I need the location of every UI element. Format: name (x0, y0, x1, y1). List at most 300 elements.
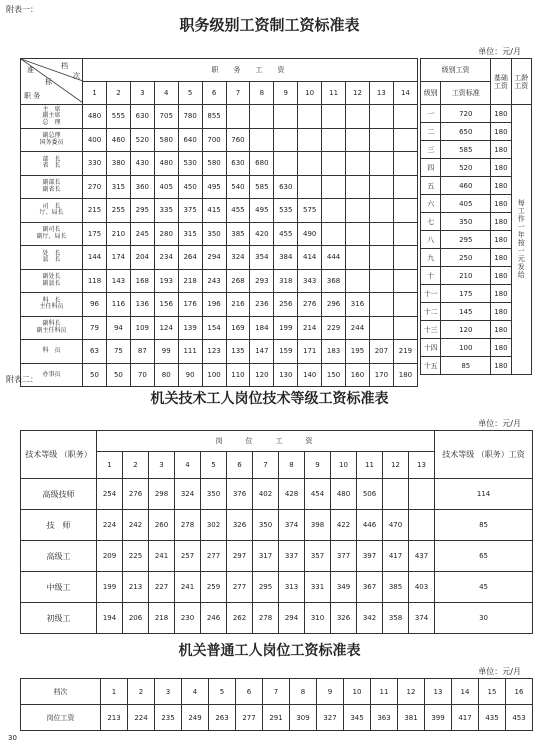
salary-cell: 227 (149, 572, 175, 603)
salary-cell (369, 199, 393, 223)
position-cell: 副司长 副厅、局长 (21, 222, 83, 246)
position-cell: 部 长 省 长 (21, 152, 83, 176)
tech-salary-header: 技术等级 （职务）工资 (435, 431, 533, 479)
salary-cell: 293 (250, 269, 274, 293)
salary-cell (393, 175, 417, 199)
salary-cell: 80 (154, 363, 178, 387)
salary-cell (369, 222, 393, 246)
salary-cell (322, 152, 346, 176)
salary-cell: 268 (226, 269, 250, 293)
base-salary-cell: 180 (491, 141, 511, 159)
table1-corner-cell (21, 59, 83, 105)
salary-cell: 255 (106, 199, 130, 223)
grade-cell: 5 (209, 679, 236, 705)
level-cell: 五 (421, 177, 441, 195)
salary-cell: 90 (178, 363, 202, 387)
salary-cell: 147 (250, 340, 274, 364)
position-cell: 副处长 副县长 (21, 269, 83, 293)
salary-cell: 520 (130, 128, 154, 152)
base-header: 基础工资 (491, 59, 511, 105)
salary-cell: 700 (202, 128, 226, 152)
salary-cell (369, 152, 393, 176)
salary-cell: 176 (178, 293, 202, 317)
salary-cell (369, 175, 393, 199)
salary-cell: 335 (154, 199, 178, 223)
salary-cell (346, 128, 370, 152)
salary-cell: 120 (250, 363, 274, 387)
grade-header-cell: 9 (274, 82, 298, 105)
tech-level-cell: 高级技师 (21, 479, 97, 510)
level-salary-table (420, 58, 532, 375)
salary-cell (226, 105, 250, 129)
tech-salary-cell: 85 (435, 510, 533, 541)
salary-cell: 422 (331, 510, 357, 541)
salary-cell (383, 479, 409, 510)
grade-header-cell: 2 (106, 82, 130, 105)
grade-cell: 8 (290, 679, 317, 705)
salary-cell (346, 152, 370, 176)
salary-cell: 87 (130, 340, 154, 364)
salary-cell: 380 (106, 152, 130, 176)
salary-cell: 180 (393, 363, 417, 387)
salary-cell: 229 (322, 316, 346, 340)
table-row (21, 316, 418, 340)
salary-cell: 156 (154, 293, 178, 317)
level-std-sub-label: 工资标准 (441, 82, 491, 105)
salary-cell: 444 (322, 246, 346, 270)
level-cell: 十 (421, 267, 441, 285)
salary-cell: 262 (227, 603, 253, 634)
salary-cell (393, 222, 417, 246)
grade-header-cell: 13 (369, 82, 393, 105)
salary-cell (409, 510, 435, 541)
grade-header-cell: 8 (279, 452, 305, 479)
salary-cell: 343 (298, 269, 322, 293)
level-std-cell: 585 (441, 141, 491, 159)
salary-cell: 435 (479, 705, 506, 731)
table-row (21, 128, 418, 152)
grade-cell: 7 (263, 679, 290, 705)
salary-cell: 540 (226, 175, 250, 199)
salary-cell: 183 (322, 340, 346, 364)
salary-cell: 199 (274, 316, 298, 340)
salary-cell (250, 128, 274, 152)
salary-cell: 109 (130, 316, 154, 340)
corner-label-ci: 次 (73, 72, 80, 80)
annex1-title: 职务级别工资制工资标准表 (179, 16, 360, 34)
salary-cell (298, 152, 322, 176)
salary-cell (322, 128, 346, 152)
position-cell: 科 员 (21, 340, 83, 364)
grade-cell: 11 (371, 679, 398, 705)
salary-cell: 143 (106, 269, 130, 293)
salary-cell: 206 (123, 603, 149, 634)
salary-cell: 446 (357, 510, 383, 541)
salary-cell: 327 (317, 705, 344, 731)
grade-header-cell: 4 (154, 82, 178, 105)
salary-cell: 75 (106, 340, 130, 364)
corner-label-zhun: 标 (45, 78, 52, 86)
salary-cell: 374 (279, 510, 305, 541)
base-salary-cell: 180 (491, 195, 511, 213)
salary-cell: 367 (357, 572, 383, 603)
level-cell: 九 (421, 249, 441, 267)
salary-cell: 640 (178, 128, 202, 152)
salary-cell: 315 (178, 222, 202, 246)
level-cell: 十四 (421, 339, 441, 357)
salary-cell (274, 128, 298, 152)
base-salary-cell: 180 (491, 177, 511, 195)
grade-header-cell: 7 (226, 82, 250, 105)
salary-cell: 324 (175, 479, 201, 510)
salary-cell: 297 (227, 541, 253, 572)
salary-cell: 384 (274, 246, 298, 270)
salary-cell (322, 105, 346, 129)
table-row (421, 105, 532, 123)
grade-cell: 12 (398, 679, 425, 705)
salary-cell (369, 316, 393, 340)
grade-header-cell: 12 (346, 82, 370, 105)
salary-cell: 354 (250, 246, 274, 270)
salary-cell: 154 (202, 316, 226, 340)
salary-cell: 215 (83, 199, 107, 223)
position-cell: 主 席 副主席 总 理 (21, 105, 83, 129)
salary-cell: 118 (83, 269, 107, 293)
salary-cell: 358 (383, 603, 409, 634)
position-cell: 副总理 国务委员 (21, 128, 83, 152)
salary-cell: 535 (274, 199, 298, 223)
salary-cell: 214 (298, 316, 322, 340)
salary-cell (393, 105, 417, 129)
position-cell: 办事员 (21, 363, 83, 387)
salary-cell: 213 (101, 705, 128, 731)
salary-cell: 210 (106, 222, 130, 246)
level-cell: 十三 (421, 321, 441, 339)
salary-cell: 480 (154, 152, 178, 176)
salary-cell (346, 175, 370, 199)
salary-cell: 420 (250, 222, 274, 246)
grade-header-cell: 12 (383, 452, 409, 479)
salary-cell: 630 (130, 105, 154, 129)
salary-cell (322, 175, 346, 199)
base-salary-cell: 180 (491, 105, 511, 123)
base-salary-cell: 180 (491, 321, 511, 339)
salary-cell: 219 (393, 340, 417, 364)
salary-cell: 111 (178, 340, 202, 364)
salary-cell: 580 (202, 152, 226, 176)
level-std-cell: 85 (441, 357, 491, 375)
salary-cell: 124 (154, 316, 178, 340)
salary-cell: 224 (97, 510, 123, 541)
salary-cell: 350 (202, 222, 226, 246)
level-sub-label: 级别 (421, 82, 441, 105)
salary-cell: 302 (201, 510, 227, 541)
annex2-label: 附表二： (6, 375, 38, 384)
grade-header: 职 务 工 资 (83, 59, 418, 82)
salary-cell: 184 (250, 316, 274, 340)
salary-cell: 506 (357, 479, 383, 510)
salary-cell (393, 269, 417, 293)
level-cell: 一 (421, 105, 441, 123)
salary-cell (298, 105, 322, 129)
salary-cell: 580 (154, 128, 178, 152)
salary-cell (346, 105, 370, 129)
grade-cell: 4 (182, 679, 209, 705)
level-std-cell: 460 (441, 177, 491, 195)
salary-cell: 291 (263, 705, 290, 731)
level-std-cell: 250 (441, 249, 491, 267)
salary-cell (369, 269, 393, 293)
salary-cell: 259 (201, 572, 227, 603)
salary-cell: 415 (202, 199, 226, 223)
salary-cell: 256 (274, 293, 298, 317)
salary-cell: 480 (83, 105, 107, 129)
position-cell: 副科长 副主任科员 (21, 316, 83, 340)
base-salary-cell: 180 (491, 159, 511, 177)
grade-header-cell: 10 (331, 452, 357, 479)
table-row (21, 152, 418, 176)
grade-cell: 2 (128, 679, 155, 705)
level-std-cell: 120 (441, 321, 491, 339)
page-number: 30 (8, 734, 17, 742)
salary-cell: 209 (97, 541, 123, 572)
grade-header-cell: 8 (250, 82, 274, 105)
salary-cell (346, 199, 370, 223)
salary-cell: 50 (106, 363, 130, 387)
salary-cell: 403 (409, 572, 435, 603)
salary-cell: 575 (298, 199, 322, 223)
salary-cell: 230 (175, 603, 201, 634)
annex1-label: 附表一： (6, 5, 38, 14)
salary-cell: 350 (253, 510, 279, 541)
salary-cell: 330 (83, 152, 107, 176)
annex2-unit: 单位：元/月 (478, 419, 521, 428)
salary-cell: 270 (83, 175, 107, 199)
level-cell: 四 (421, 159, 441, 177)
tech-level-cell: 中级工 (21, 572, 97, 603)
salary-cell: 136 (130, 293, 154, 317)
salary-cell: 218 (178, 269, 202, 293)
salary-cell: 460 (106, 128, 130, 152)
salary-cell: 276 (298, 293, 322, 317)
salary-cell: 318 (274, 269, 298, 293)
salary-cell: 450 (178, 175, 202, 199)
salary-cell: 375 (178, 199, 202, 223)
salary-cell: 490 (298, 222, 322, 246)
table-row (21, 603, 533, 634)
salary-cell: 337 (279, 541, 305, 572)
salary-cell: 385 (226, 222, 250, 246)
level-cell: 十一 (421, 285, 441, 303)
table-row (21, 199, 418, 223)
salary-cell (346, 222, 370, 246)
salary-cell: 150 (322, 363, 346, 387)
salary-cell: 204 (130, 246, 154, 270)
salary-cell: 159 (274, 340, 298, 364)
salary-cell: 317 (253, 541, 279, 572)
salary-cell: 199 (97, 572, 123, 603)
salary-cell: 168 (130, 269, 154, 293)
grade-header-cell: 1 (97, 452, 123, 479)
table-row (21, 510, 533, 541)
tech-salary-cell: 65 (435, 541, 533, 572)
salary-cell: 196 (202, 293, 226, 317)
level-std-cell: 100 (441, 339, 491, 357)
salary-cell: 414 (298, 246, 322, 270)
salary-cell: 280 (154, 222, 178, 246)
grade-cell: 1 (101, 679, 128, 705)
salary-cell: 174 (106, 246, 130, 270)
tech-level-cell: 初级工 (21, 603, 97, 634)
salary-cell: 397 (357, 541, 383, 572)
salary-cell: 193 (154, 269, 178, 293)
salary-cell: 400 (83, 128, 107, 152)
salary-cell (346, 246, 370, 270)
salary-cell: 254 (97, 479, 123, 510)
base-salary-cell: 180 (491, 249, 511, 267)
salary-cell (369, 246, 393, 270)
salary-cell: 630 (226, 152, 250, 176)
table-row (21, 541, 533, 572)
annex3-title: 机关普通工人岗位工资标准表 (178, 643, 361, 659)
tech-level-header: 技术等级 （职务） (21, 431, 97, 479)
level-std-cell: 210 (441, 267, 491, 285)
salary-cell: 555 (106, 105, 130, 129)
base-salary-cell: 180 (491, 303, 511, 321)
salary-cell: 310 (305, 603, 331, 634)
salary-cell: 130 (274, 363, 298, 387)
salary-cell: 331 (305, 572, 331, 603)
tech-salary-cell: 114 (435, 479, 533, 510)
position-cell: 处 长 县 长 (21, 246, 83, 270)
salary-cell: 160 (346, 363, 370, 387)
seniority-note-text: 每工作一年按一元发给 (517, 198, 526, 279)
salary-cell: 94 (106, 316, 130, 340)
grade-cell: 10 (344, 679, 371, 705)
salary-cell: 139 (178, 316, 202, 340)
salary-cell: 63 (83, 340, 107, 364)
salary-cell: 175 (83, 222, 107, 246)
level-std-cell: 350 (441, 213, 491, 231)
salary-cell: 278 (175, 510, 201, 541)
salary-cell: 357 (305, 541, 331, 572)
salary-cell: 368 (322, 269, 346, 293)
salary-cell (393, 246, 417, 270)
base-salary-cell: 180 (491, 285, 511, 303)
table-row (21, 572, 533, 603)
salary-cell: 207 (369, 340, 393, 364)
annex3-unit: 单位：元/月 (478, 667, 521, 676)
grade-header-cell: 5 (201, 452, 227, 479)
salary-cell: 225 (123, 541, 149, 572)
table-row (21, 363, 418, 387)
salary-cell: 360 (130, 175, 154, 199)
salary-cell: 398 (305, 510, 331, 541)
grade-header-cell: 3 (130, 82, 154, 105)
grade-header-cell: 2 (123, 452, 149, 479)
annex2-title: 机关技术工人岗位技术等级工资标准表 (150, 391, 389, 407)
base-salary-cell: 180 (491, 339, 511, 357)
salary-cell: 377 (331, 541, 357, 572)
salary-cell: 405 (154, 175, 178, 199)
tech-level-cell: 技 师 (21, 510, 97, 541)
salary-cell (393, 293, 417, 317)
grade-cell: 14 (452, 679, 479, 705)
table-row (21, 175, 418, 199)
post-salary-header: 岗 位 工 资 (97, 431, 435, 452)
salary-cell: 399 (425, 705, 452, 731)
annex1-unit: 单位：元/月 (478, 47, 521, 56)
salary-cell: 224 (128, 705, 155, 731)
position-cell: 司 长 厅、局长 (21, 199, 83, 223)
salary-cell: 349 (331, 572, 357, 603)
salary-cell: 123 (202, 340, 226, 364)
level-std-cell: 145 (441, 303, 491, 321)
salary-cell: 244 (346, 316, 370, 340)
salary-cell: 99 (154, 340, 178, 364)
salary-cell: 249 (182, 705, 209, 731)
salary-cell: 345 (344, 705, 371, 731)
salary-cell: 278 (253, 603, 279, 634)
salary-cell: 213 (123, 572, 149, 603)
grade-header-cell: 1 (83, 82, 107, 105)
salary-cell (346, 269, 370, 293)
position-cell: 副部长 副省长 (21, 175, 83, 199)
salary-cell: 243 (202, 269, 226, 293)
grade-cell: 3 (155, 679, 182, 705)
grade-header-cell: 6 (202, 82, 226, 105)
salary-cell: 705 (154, 105, 178, 129)
salary-cell: 316 (346, 293, 370, 317)
salary-cell: 277 (227, 572, 253, 603)
table-row (21, 479, 533, 510)
salary-cell: 264 (178, 246, 202, 270)
salary-cell: 246 (201, 603, 227, 634)
salary-cell (369, 128, 393, 152)
salary-cell: 470 (383, 510, 409, 541)
base-salary-cell: 180 (491, 267, 511, 285)
salary-cell: 417 (452, 705, 479, 731)
salary-cell: 495 (202, 175, 226, 199)
salary-cell (393, 316, 417, 340)
salary-cell: 428 (279, 479, 305, 510)
tech-level-cell: 高级工 (21, 541, 97, 572)
salary-cell: 298 (149, 479, 175, 510)
salary-cell: 241 (175, 572, 201, 603)
grade-cell: 16 (506, 679, 533, 705)
salary-cell: 276 (123, 479, 149, 510)
salary-cell: 437 (409, 541, 435, 572)
salary-cell: 417 (383, 541, 409, 572)
level-std-cell: 175 (441, 285, 491, 303)
salary-cell: 495 (250, 199, 274, 223)
level-std-cell: 520 (441, 159, 491, 177)
salary-cell: 326 (331, 603, 357, 634)
salary-cell (369, 105, 393, 129)
salary-cell: 70 (130, 363, 154, 387)
salary-cell: 326 (227, 510, 253, 541)
salary-cell: 313 (279, 572, 305, 603)
salary-cell: 140 (298, 363, 322, 387)
salary-cell: 455 (274, 222, 298, 246)
salary-cell: 363 (371, 705, 398, 731)
level-std-cell: 720 (441, 105, 491, 123)
salary-cell: 135 (226, 340, 250, 364)
salary-cell: 50 (83, 363, 107, 387)
tech-salary-cell: 45 (435, 572, 533, 603)
base-salary-cell: 180 (491, 231, 511, 249)
level-std-cell: 405 (441, 195, 491, 213)
